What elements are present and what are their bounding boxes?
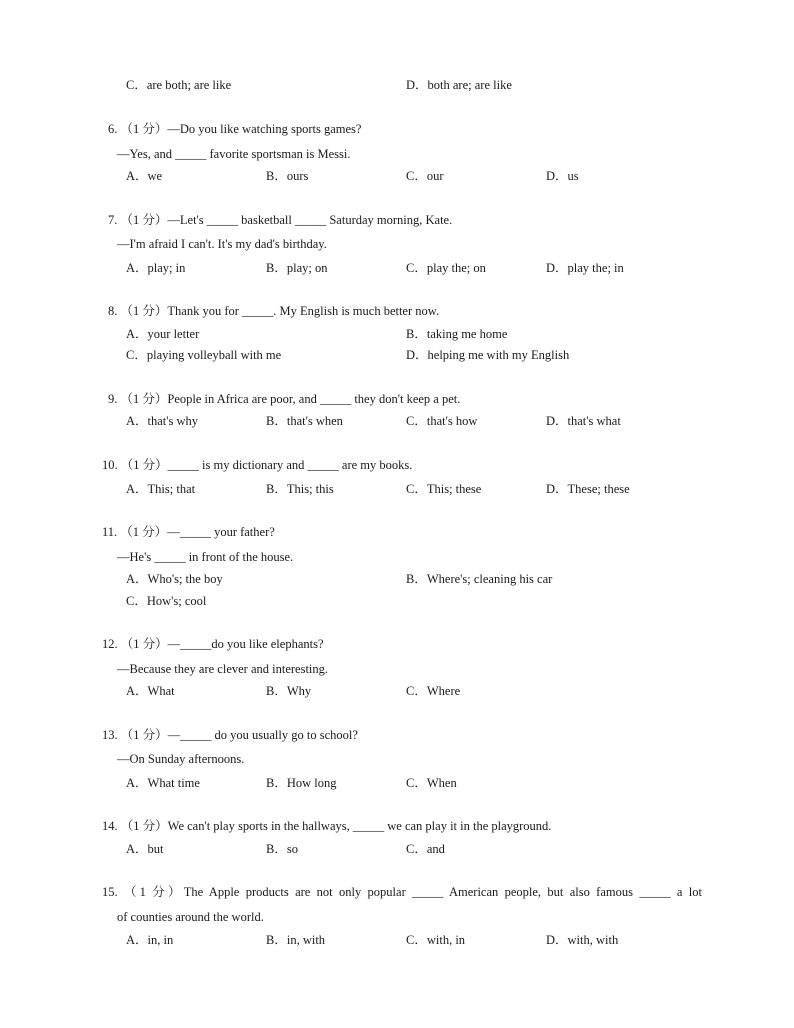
question-stem-line2: of counties around the world. <box>117 910 264 924</box>
question-stem: 8. （1 分）Thank you for _____. My English is much better now. <box>108 304 440 318</box>
option-b[interactable]: B．taking me home <box>406 327 508 341</box>
option-d[interactable]: D．helping me with my English <box>406 348 570 362</box>
option-d[interactable]: D．with, with <box>546 933 619 947</box>
option-c[interactable]: C．This; these <box>406 482 482 496</box>
option-c[interactable]: C．When <box>406 776 457 790</box>
question-stem-line2: —Because they are clever and interesting. <box>117 662 329 676</box>
option-c[interactable]: C．playing volleyball with me <box>126 348 282 362</box>
option-c[interactable]: C．are both; are like <box>126 78 232 92</box>
question-stem: 6. （1 分）—Do you like watching sports games? <box>108 122 362 136</box>
question-stem: 15. （1 分）The Apple products are not only popular _____ American people, but also famous _____ a lot <box>102 885 702 899</box>
question-stem: 12. （1 分）—_____do you like elephants? <box>102 637 324 651</box>
question-stem-line2: —Yes, and _____ favorite sportsman is Messi. <box>117 147 351 161</box>
option-c[interactable]: C．and <box>406 842 445 856</box>
option-a[interactable]: A．we <box>126 169 163 183</box>
option-c[interactable]: C．that's how <box>406 414 478 428</box>
option-d[interactable]: D．both are; are like <box>406 78 512 92</box>
option-a[interactable]: A．This; that <box>126 482 196 496</box>
option-d[interactable]: D．that's what <box>546 414 621 428</box>
question-stem: 9. （1 分）People in Africa are poor, and _____ they don't keep a pet. <box>108 392 461 406</box>
option-a[interactable]: A．but <box>126 842 164 856</box>
option-a[interactable]: A．Who's; the boy <box>126 572 223 586</box>
option-c[interactable]: C．with, in <box>406 933 466 947</box>
question-stem: 14. （1 分）We can't play sports in the hallways, _____ we can play it in the playground. <box>102 819 552 833</box>
question-stem: 10. （1 分）_____ is my dictionary and _____ are my books. <box>102 458 413 472</box>
question-stem: 7. （1 分）—Let's _____ basketball _____ Saturday morning, Kate. <box>108 213 453 227</box>
option-b[interactable]: B．ours <box>266 169 309 183</box>
option-b[interactable]: B．This; this <box>266 482 334 496</box>
option-c[interactable]: C．How's; cool <box>126 594 207 608</box>
option-a[interactable]: A．play; in <box>126 261 186 275</box>
option-a[interactable]: A．your letter <box>126 327 200 341</box>
option-b[interactable]: B．How long <box>266 776 337 790</box>
option-c[interactable]: C．Where <box>406 684 461 698</box>
option-b[interactable]: B．Why <box>266 684 312 698</box>
option-b[interactable]: B．play; on <box>266 261 328 275</box>
option-b[interactable]: B．so <box>266 842 298 856</box>
option-d[interactable]: D．play the; in <box>546 261 624 275</box>
option-a[interactable]: A．What time <box>126 776 200 790</box>
question-stem: 11. （1 分）—_____ your father? <box>102 525 275 539</box>
option-b[interactable]: B．that's when <box>266 414 343 428</box>
question-stem-line2: —I'm afraid I can't. It's my dad's birthday. <box>117 237 327 251</box>
option-a[interactable]: A．that's why <box>126 414 199 428</box>
option-b[interactable]: B．Where's; cleaning his car <box>406 572 553 586</box>
question-stem: 13. （1 分）—_____ do you usually go to school? <box>102 728 358 742</box>
option-a[interactable]: A．What <box>126 684 175 698</box>
option-a[interactable]: A．in, in <box>126 933 174 947</box>
question-stem-line2: —On Sunday afternoons. <box>117 752 245 766</box>
question-stem-line2: —He's _____ in front of the house. <box>117 550 294 564</box>
option-d[interactable]: D．us <box>546 169 579 183</box>
option-d[interactable]: D．These; these <box>546 482 630 496</box>
option-b[interactable]: B．in, with <box>266 933 326 947</box>
option-c[interactable]: C．play the; on <box>406 261 486 275</box>
option-c[interactable]: C．our <box>406 169 444 183</box>
